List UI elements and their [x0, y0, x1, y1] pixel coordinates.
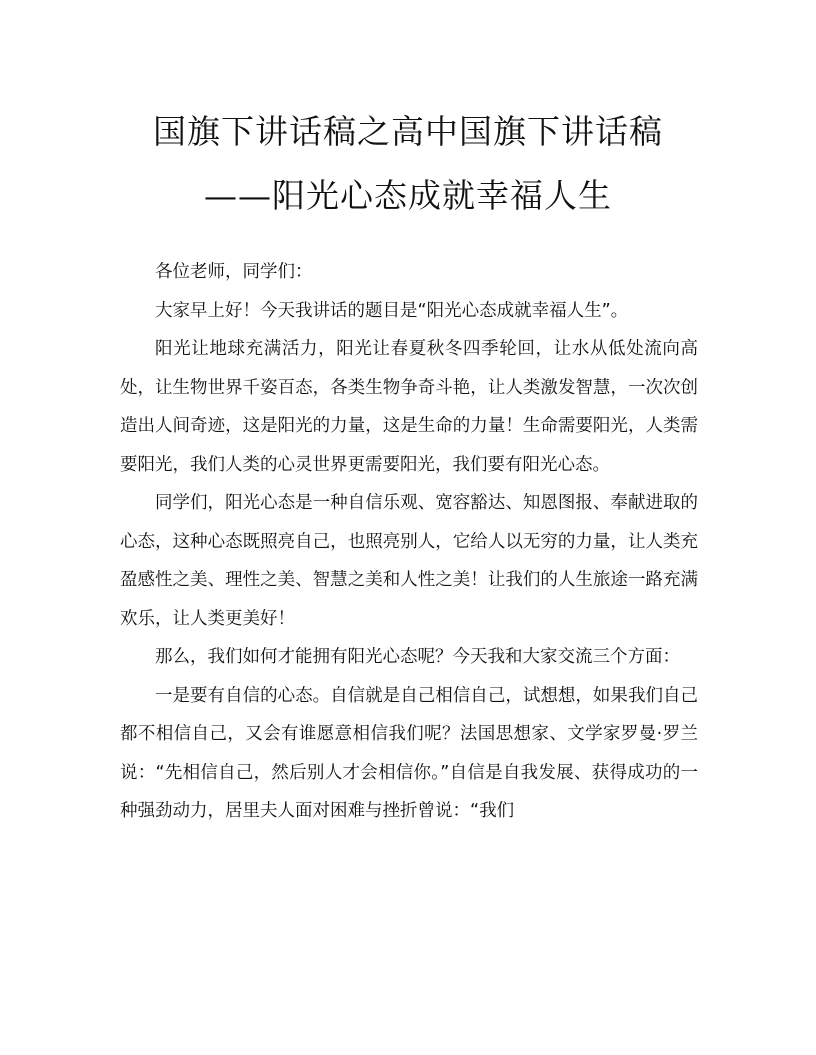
document-title: 国旗下讲话稿之高中国旗下讲话稿 [153, 112, 663, 151]
document-subtitle: ——阳光心态成就幸福人生 [204, 176, 612, 215]
paragraph-sunlight: 阳光让地球充满活力，阳光让春夏秋冬四季轮回，让水从低处流向高处，让生物世界千姿百态，各类生物争奇斗艳，让人类激发智慧，一次次创造出人间奇迹，这是阳光的力量，这是生命的力量！生命需要阳光，人类需要阳光，我们人类的心灵世界更需要阳光，我们要有阳光心态。 [120, 339, 698, 475]
paragraph-how: 那么，我们如何才能拥有阳光心态呢？今天我和大家交流三个方面： [155, 647, 680, 667]
document-body [120, 253, 698, 831]
paragraph-sunny-mindset: 同学们，阳光心态是一种自信乐观、宽容豁达、知恩图报、奉献进取的心态，这种心态既照亮自己，也照亮别人，它给人以无穷的力量，让人类充盈感性之美、理性之美、智慧之美和人性之美！让我们的人生旅途一路充满欢乐，让人类更美好！ [120, 493, 698, 629]
paragraph-greeting: 各位老师，同学们： [155, 262, 313, 282]
paragraph-confidence: 一是要有自信的心态。自信就是自己相信自己，试想想，如果我们自己都不相信自己，又会有谁愿意相信我们呢？法国思想家、文学家罗曼·罗兰说：“先相信自己，然后别人才会相信你。”自信是自我发展、获得成功的一种强劲动力，居里夫人面对困难与挫折曾说：“我们 [120, 685, 698, 821]
paragraph-intro: 大家早上好！今天我讲话的题目是“阳光心态成就幸福人生”。 [155, 300, 629, 321]
